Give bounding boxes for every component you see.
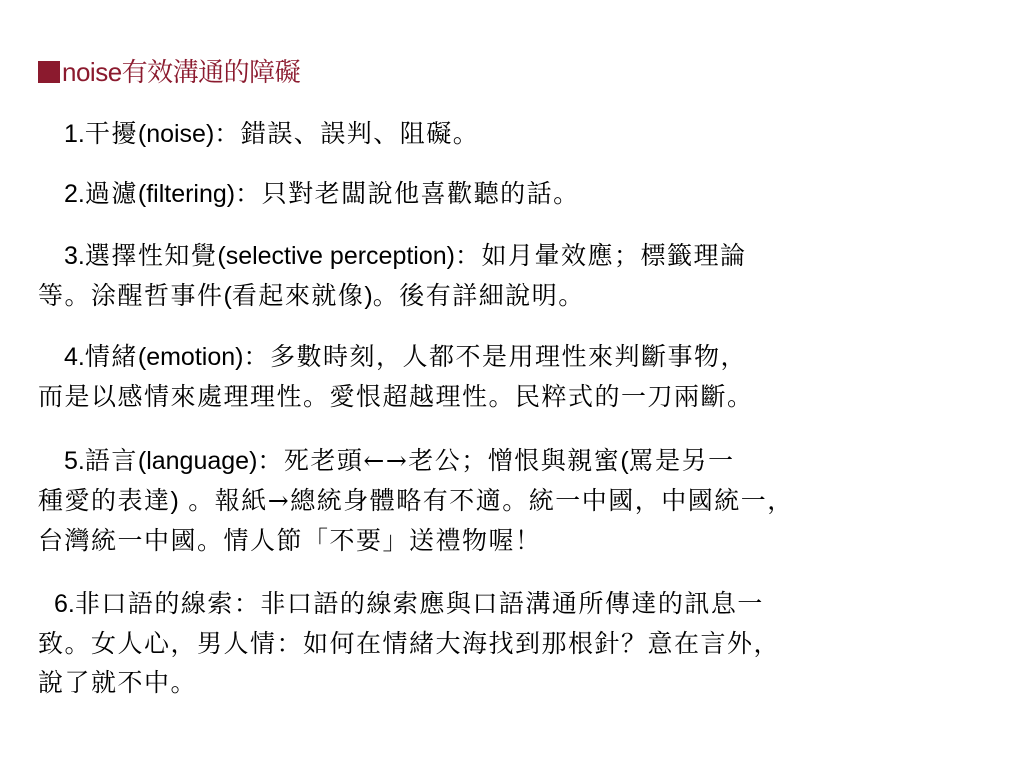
- list-item-line: [38, 174, 1013, 214]
- item-text: ): [170, 487, 179, 515]
- item-text: (: [620, 447, 629, 475]
- list-item-line: [38, 584, 1013, 624]
- item-text: 情緒: [84, 342, 138, 371]
- item-text: 台灣統一中國。情人節「不要」送禮物喔！: [38, 526, 542, 555]
- item-text: 語言: [84, 446, 138, 475]
- item-text: ：死老頭←→老公；憎恨與親蜜: [257, 446, 621, 475]
- list-item-5: [38, 441, 1013, 560]
- title-cjk: 有效溝通的障礙: [121, 58, 301, 88]
- item-text: 而是以感情來處理理性。愛恨超越理性。民粹式的一刀兩斷。: [38, 382, 754, 411]
- item-number: 2.: [64, 180, 85, 208]
- item-text: (: [223, 282, 232, 310]
- list-item-line: [38, 337, 1013, 377]
- item-number: 4.: [64, 343, 85, 371]
- item-text: ：如月暈效應；標籤理論: [455, 241, 747, 270]
- slide-title: [38, 54, 300, 91]
- item-number: 1.: [64, 120, 85, 148]
- item-text: 。報紙→總統身體略有不適。統一中國，中國統一，: [178, 486, 794, 515]
- list-item-line: [38, 236, 1013, 276]
- bullet-square-icon: [38, 61, 60, 83]
- list-item-line: [38, 441, 1013, 481]
- item-text: 選擇性知覺: [84, 241, 218, 270]
- item-text: 看起來就像: [231, 281, 365, 310]
- item-text: 等。涂醒哲事件: [38, 281, 224, 310]
- item-term: (selective perception): [217, 242, 455, 270]
- item-text: 種愛的表達: [38, 486, 171, 515]
- list-item-1: [38, 114, 1013, 154]
- list-item-2: [38, 174, 1013, 214]
- item-text: ): [364, 282, 373, 310]
- item-term: (emotion): [137, 343, 244, 371]
- list-item-line: [38, 114, 1013, 154]
- list-item-6: [38, 584, 1013, 702]
- list-item-line: [38, 521, 1013, 560]
- item-text: 非口語的線索：非口語的線索應與口語溝通所傳達的訊息一: [74, 589, 764, 618]
- list-item-line: [38, 481, 1013, 521]
- item-text: ：多數時刻，人都不是用理性來判斷事物，: [243, 342, 747, 371]
- item-text: ：錯誤、誤判、阻礙。: [214, 119, 480, 148]
- title-latin: noise: [62, 57, 122, 87]
- list-item-line: [38, 377, 1013, 416]
- item-text: 干擾: [84, 119, 138, 148]
- item-number: 6.: [54, 590, 75, 618]
- item-text: 罵是另一: [628, 446, 735, 475]
- item-term: (language): [137, 447, 258, 475]
- list-item-3: [38, 236, 1013, 316]
- list-item-line: [38, 663, 1013, 702]
- list-item-line: [38, 624, 1013, 663]
- item-term: (filtering): [137, 180, 236, 208]
- item-text: 過濾: [84, 179, 138, 208]
- list-item-4: [38, 337, 1013, 416]
- item-number: 5.: [64, 447, 85, 475]
- list-item-line: [38, 276, 1013, 316]
- item-text: 。後有詳細說明。: [372, 281, 585, 310]
- item-number: 3.: [64, 242, 85, 270]
- item-text: ：只對老闆說他喜歡聽的話。: [235, 179, 580, 208]
- item-text: 說了就不中。: [38, 668, 198, 697]
- item-text: 致。女人心，男人情：如何在情緒大海找到那根針？意在言外，: [38, 629, 781, 658]
- item-term: (noise): [137, 120, 215, 148]
